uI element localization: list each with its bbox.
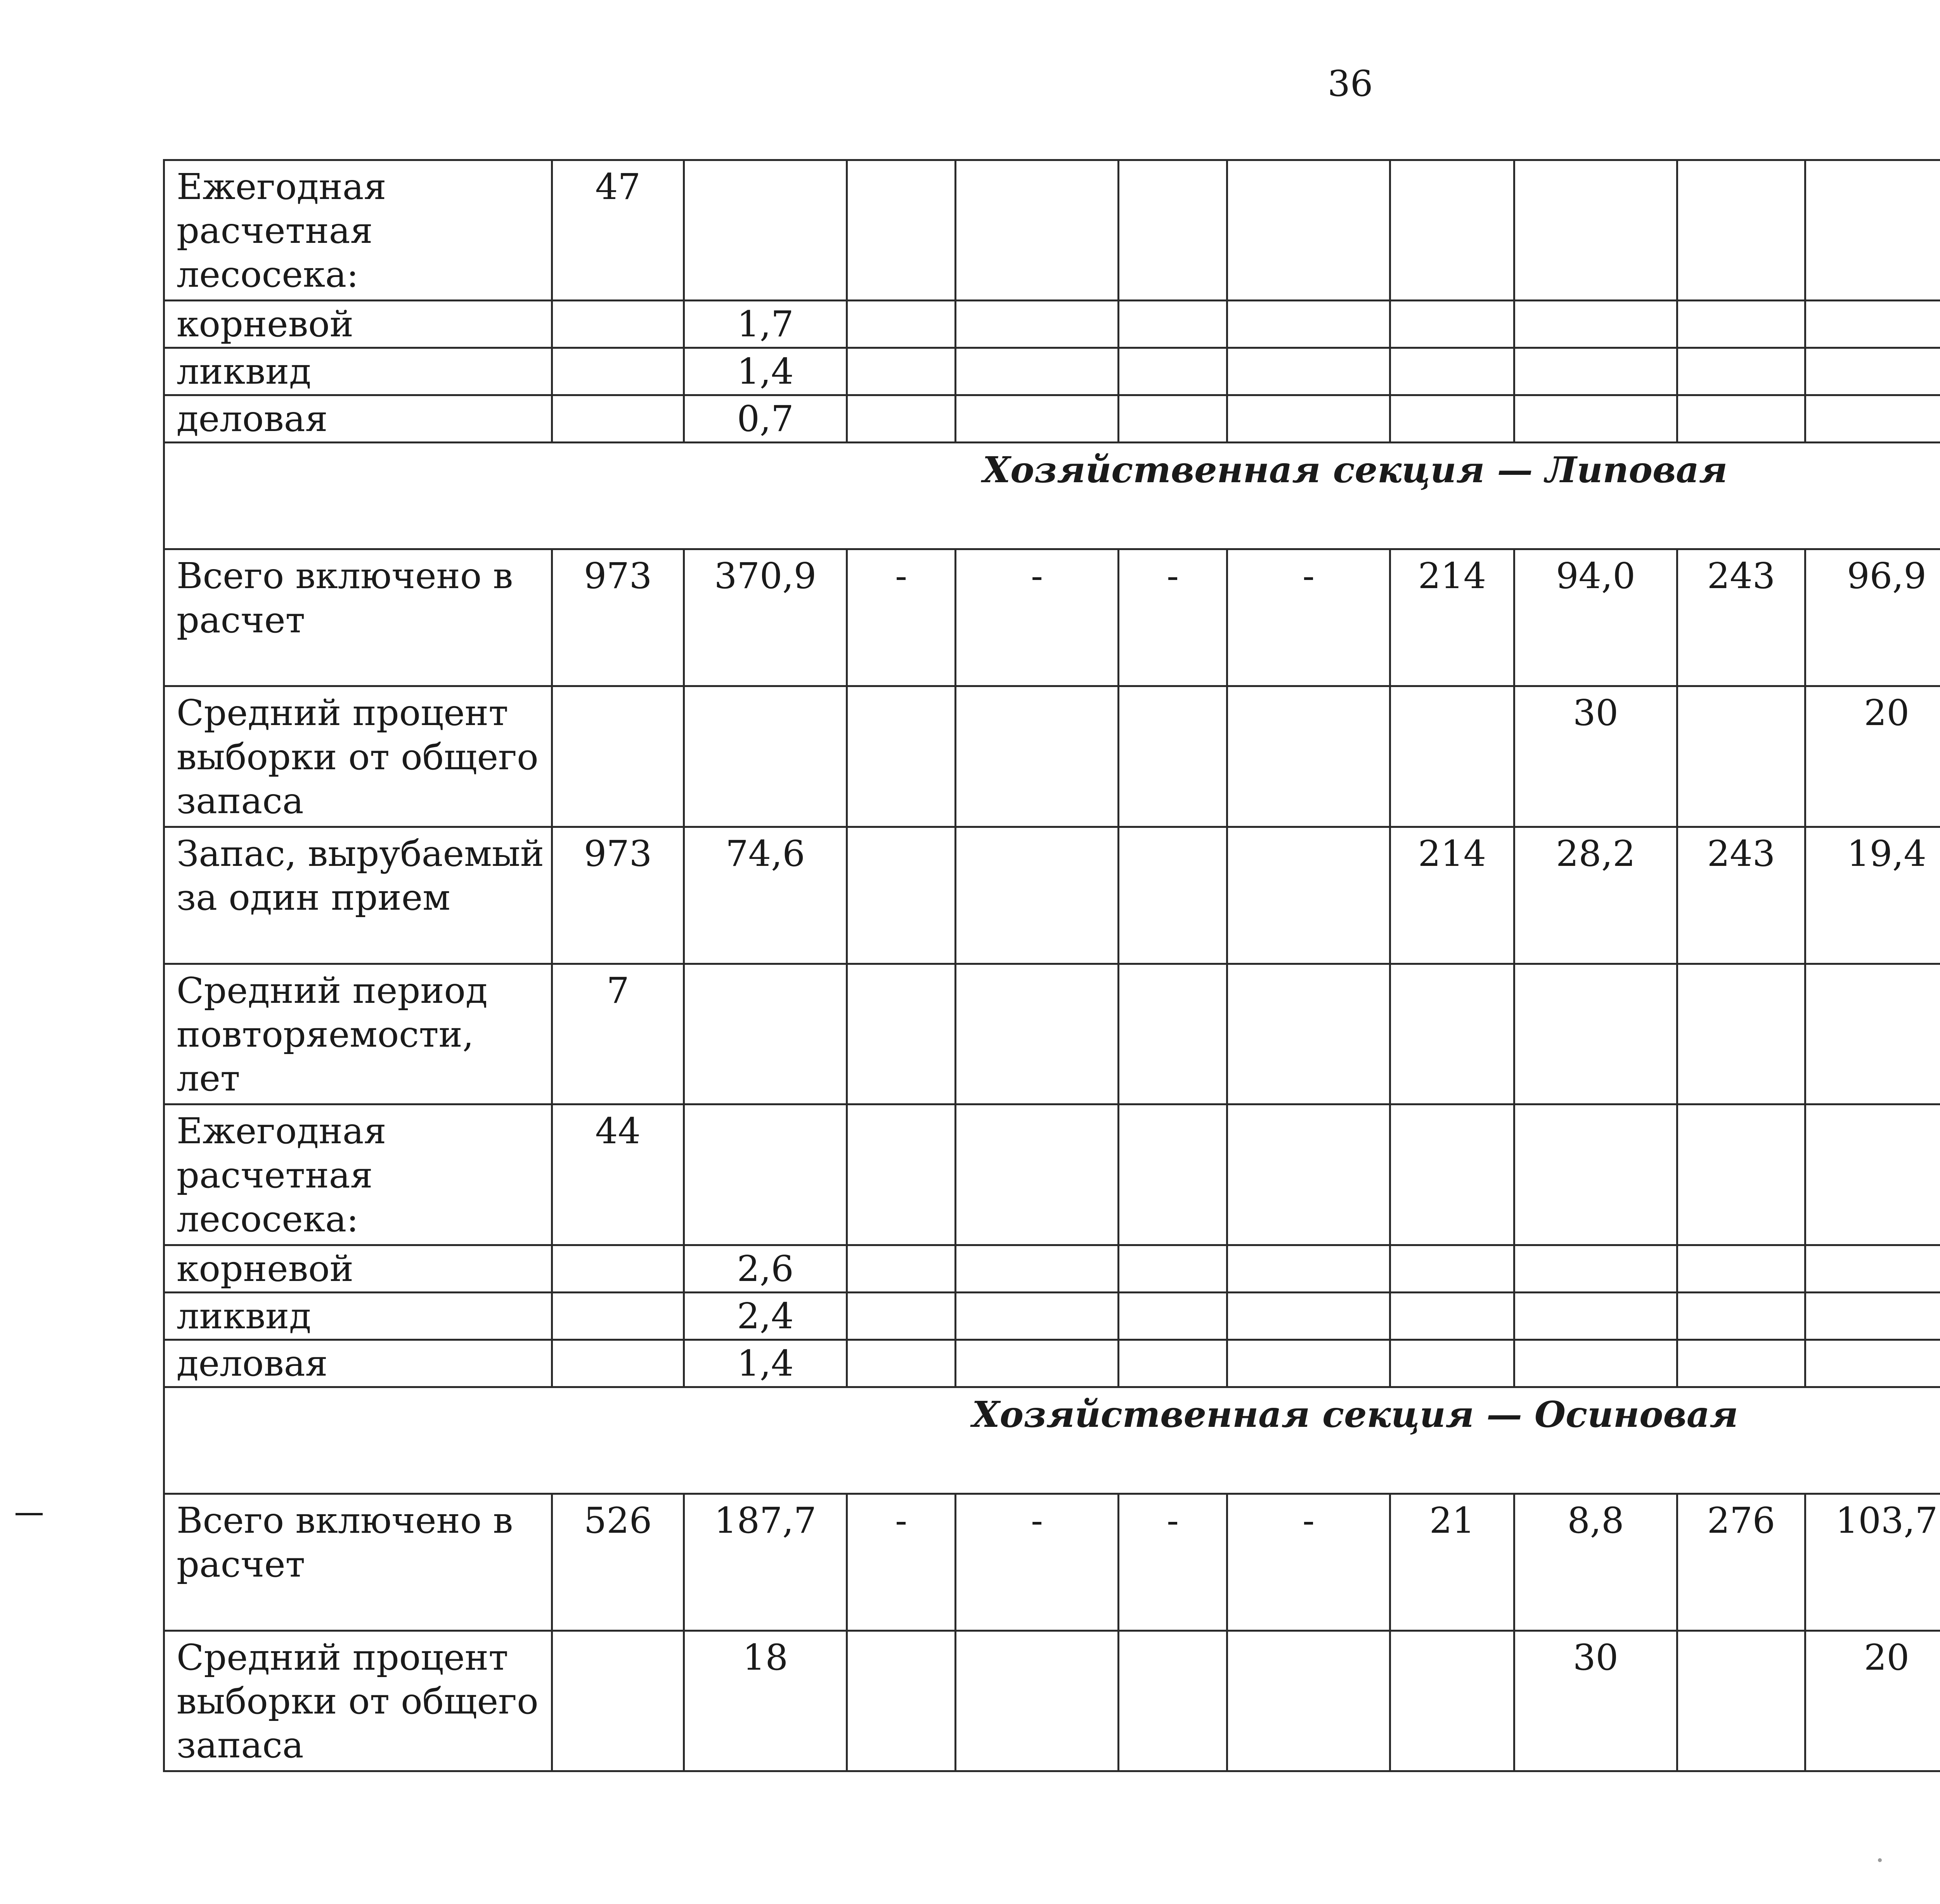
value-cell (1227, 348, 1390, 395)
value-cell (1390, 1104, 1514, 1245)
value-cell (1805, 1104, 1940, 1245)
value-cell: 214 (1390, 827, 1514, 964)
value-cell (1390, 964, 1514, 1104)
value-cell: 370,9 (684, 549, 847, 686)
row-label-cell: Средний процент выборки от общего запаса (164, 686, 552, 827)
value-cell (956, 301, 1119, 348)
value-cell (552, 1292, 684, 1340)
value-cell (684, 686, 847, 827)
value-cell (847, 686, 956, 827)
table-row (164, 160, 1940, 301)
value-cell (1119, 395, 1227, 443)
value-cell (552, 1340, 684, 1387)
value-cell (1119, 160, 1227, 301)
value-cell: - (1227, 549, 1390, 686)
value-cell (1119, 964, 1227, 1104)
value-cell (1227, 686, 1390, 827)
value-cell (1227, 827, 1390, 964)
value-cell (1119, 301, 1227, 348)
value-cell (1805, 964, 1940, 1104)
value-cell: 243 (1677, 827, 1805, 964)
value-cell (1514, 348, 1677, 395)
row-label-cell: деловая (164, 1340, 552, 1387)
section-title: Хозяйственная секция — Липовая (164, 443, 1940, 549)
value-cell (1514, 301, 1677, 348)
value-cell (1119, 827, 1227, 964)
value-cell (956, 1292, 1119, 1340)
value-cell (1514, 395, 1677, 443)
value-cell (847, 348, 956, 395)
value-cell (1390, 348, 1514, 395)
row-label-cell: Средний процент выборки от общего запаса (164, 1631, 552, 1771)
value-cell (956, 395, 1119, 443)
value-cell (1227, 964, 1390, 1104)
value-cell (847, 1245, 956, 1292)
value-cell: - (847, 549, 956, 686)
forest-stock-table (163, 159, 1940, 1772)
value-cell (847, 395, 956, 443)
value-cell (1677, 1340, 1805, 1387)
table-row (164, 348, 1940, 395)
value-cell (1677, 1631, 1805, 1771)
value-cell: 214 (1390, 549, 1514, 686)
value-cell: 1,4 (684, 348, 847, 395)
value-cell (684, 1104, 847, 1245)
value-cell (1227, 1340, 1390, 1387)
value-cell (1677, 964, 1805, 1104)
table-row (164, 1340, 1940, 1387)
value-cell (552, 1631, 684, 1771)
table-row (164, 549, 1940, 686)
value-cell: 1,7 (684, 301, 847, 348)
value-cell: - (1227, 1494, 1390, 1631)
value-cell: - (956, 1494, 1119, 1631)
value-cell (847, 964, 956, 1104)
value-cell: 19,4 (1805, 827, 1940, 964)
value-cell (1119, 1340, 1227, 1387)
table-row (164, 1292, 1940, 1340)
value-cell (552, 301, 684, 348)
value-cell (1805, 395, 1940, 443)
value-cell (1227, 160, 1390, 301)
value-cell (1677, 160, 1805, 301)
value-cell: 526 (552, 1494, 684, 1631)
value-cell (1805, 1245, 1940, 1292)
section-header-row (164, 443, 1940, 549)
value-cell: 18 (684, 1631, 847, 1771)
value-cell (956, 1245, 1119, 1292)
table-row (164, 1494, 1940, 1631)
value-cell: 44 (552, 1104, 684, 1245)
value-cell (1227, 1292, 1390, 1340)
value-cell (1119, 348, 1227, 395)
table-row (164, 827, 1940, 964)
value-cell (552, 395, 684, 443)
table-row (164, 964, 1940, 1104)
value-cell: 30 (1514, 686, 1677, 827)
table-row (164, 1631, 1940, 1771)
section-header-row (164, 1387, 1940, 1494)
value-cell: - (847, 1494, 956, 1631)
value-cell (956, 160, 1119, 301)
value-cell (956, 1104, 1119, 1245)
value-cell: 243 (1677, 549, 1805, 686)
row-label-cell: корневой (164, 301, 552, 348)
value-cell (847, 301, 956, 348)
row-label-cell: Средний период повторяемости, лет (164, 964, 552, 1104)
value-cell (1805, 1340, 1940, 1387)
value-cell (1677, 395, 1805, 443)
value-cell (1119, 1631, 1227, 1771)
table-row (164, 1104, 1940, 1245)
value-cell: 1,4 (684, 1340, 847, 1387)
value-cell (1390, 1292, 1514, 1340)
value-cell (552, 348, 684, 395)
value-cell (1390, 686, 1514, 827)
value-cell (847, 160, 956, 301)
row-label-cell: Запас, вырубаемый за один прием (164, 827, 552, 964)
value-cell: 2,6 (684, 1245, 847, 1292)
row-label-cell: ликвид (164, 1292, 552, 1340)
table-body (164, 160, 1940, 1771)
page-number: 36 (1327, 63, 1373, 104)
value-cell: 973 (552, 827, 684, 964)
value-cell (956, 964, 1119, 1104)
value-cell (847, 1104, 956, 1245)
value-cell (956, 827, 1119, 964)
value-cell (956, 686, 1119, 827)
value-cell (1119, 686, 1227, 827)
row-label-cell: Всего включено в расчет (164, 1494, 552, 1631)
value-cell (552, 1245, 684, 1292)
value-cell (1677, 1245, 1805, 1292)
value-cell (1514, 1292, 1677, 1340)
row-label-cell: Ежегодная расчетная лесосека: (164, 1104, 552, 1245)
value-cell: - (1119, 549, 1227, 686)
value-cell (1119, 1292, 1227, 1340)
row-label-cell: корневой (164, 1245, 552, 1292)
row-label-cell: ликвид (164, 348, 552, 395)
value-cell (1390, 1631, 1514, 1771)
value-cell: 30 (1514, 1631, 1677, 1771)
value-cell (956, 1340, 1119, 1387)
table-row (164, 395, 1940, 443)
value-cell (956, 348, 1119, 395)
value-cell: 8,8 (1514, 1494, 1677, 1631)
value-cell (1677, 1104, 1805, 1245)
value-cell (1227, 395, 1390, 443)
value-cell (847, 827, 956, 964)
value-cell: - (956, 549, 1119, 686)
value-cell (1390, 1340, 1514, 1387)
value-cell (847, 1292, 956, 1340)
value-cell: 0,7 (684, 395, 847, 443)
section-title: Хозяйственная секция — Осиновая (164, 1387, 1940, 1494)
value-cell (1227, 301, 1390, 348)
value-cell: 2,4 (684, 1292, 847, 1340)
value-cell: - (1119, 1494, 1227, 1631)
value-cell (1677, 301, 1805, 348)
row-label-cell: деловая (164, 395, 552, 443)
value-cell (1514, 1245, 1677, 1292)
value-cell: 103,7 (1805, 1494, 1940, 1631)
row-label-cell: Всего включено в расчет (164, 549, 552, 686)
value-cell: 20 (1805, 1631, 1940, 1771)
value-cell (1805, 160, 1940, 301)
value-cell (1119, 1104, 1227, 1245)
value-cell (684, 160, 847, 301)
value-cell (1227, 1245, 1390, 1292)
value-cell: 74,6 (684, 827, 847, 964)
value-cell (684, 964, 847, 1104)
table-row (164, 686, 1940, 827)
value-cell (1805, 348, 1940, 395)
value-cell: 28,2 (1514, 827, 1677, 964)
value-cell (1677, 1292, 1805, 1340)
value-cell (1514, 1104, 1677, 1245)
value-cell: 94,0 (1514, 549, 1677, 686)
value-cell: 47 (552, 160, 684, 301)
value-cell (1677, 348, 1805, 395)
value-cell (1390, 1245, 1514, 1292)
row-label-cell: Ежегодная расчетная лесосека: (164, 160, 552, 301)
value-cell (1119, 1245, 1227, 1292)
value-cell: 973 (552, 549, 684, 686)
value-cell (1514, 160, 1677, 301)
value-cell (956, 1631, 1119, 1771)
scan-speck (1878, 1858, 1882, 1862)
value-cell: 21 (1390, 1494, 1514, 1631)
value-cell: 7 (552, 964, 684, 1104)
value-cell: 96,9 (1805, 549, 1940, 686)
value-cell (1677, 686, 1805, 827)
value-cell (1805, 301, 1940, 348)
value-cell: 276 (1677, 1494, 1805, 1631)
table-row (164, 1245, 1940, 1292)
value-cell (1514, 964, 1677, 1104)
value-cell (847, 1631, 956, 1771)
value-cell (1390, 395, 1514, 443)
value-cell (1227, 1631, 1390, 1771)
value-cell (1805, 1292, 1940, 1340)
value-cell (1390, 160, 1514, 301)
value-cell (847, 1340, 956, 1387)
margin-dash-left (16, 1513, 43, 1515)
value-cell (552, 686, 684, 827)
value-cell (1514, 1340, 1677, 1387)
value-cell (1227, 1104, 1390, 1245)
value-cell: 20 (1805, 686, 1940, 827)
value-cell: 187,7 (684, 1494, 847, 1631)
table-row (164, 301, 1940, 348)
value-cell (1390, 301, 1514, 348)
